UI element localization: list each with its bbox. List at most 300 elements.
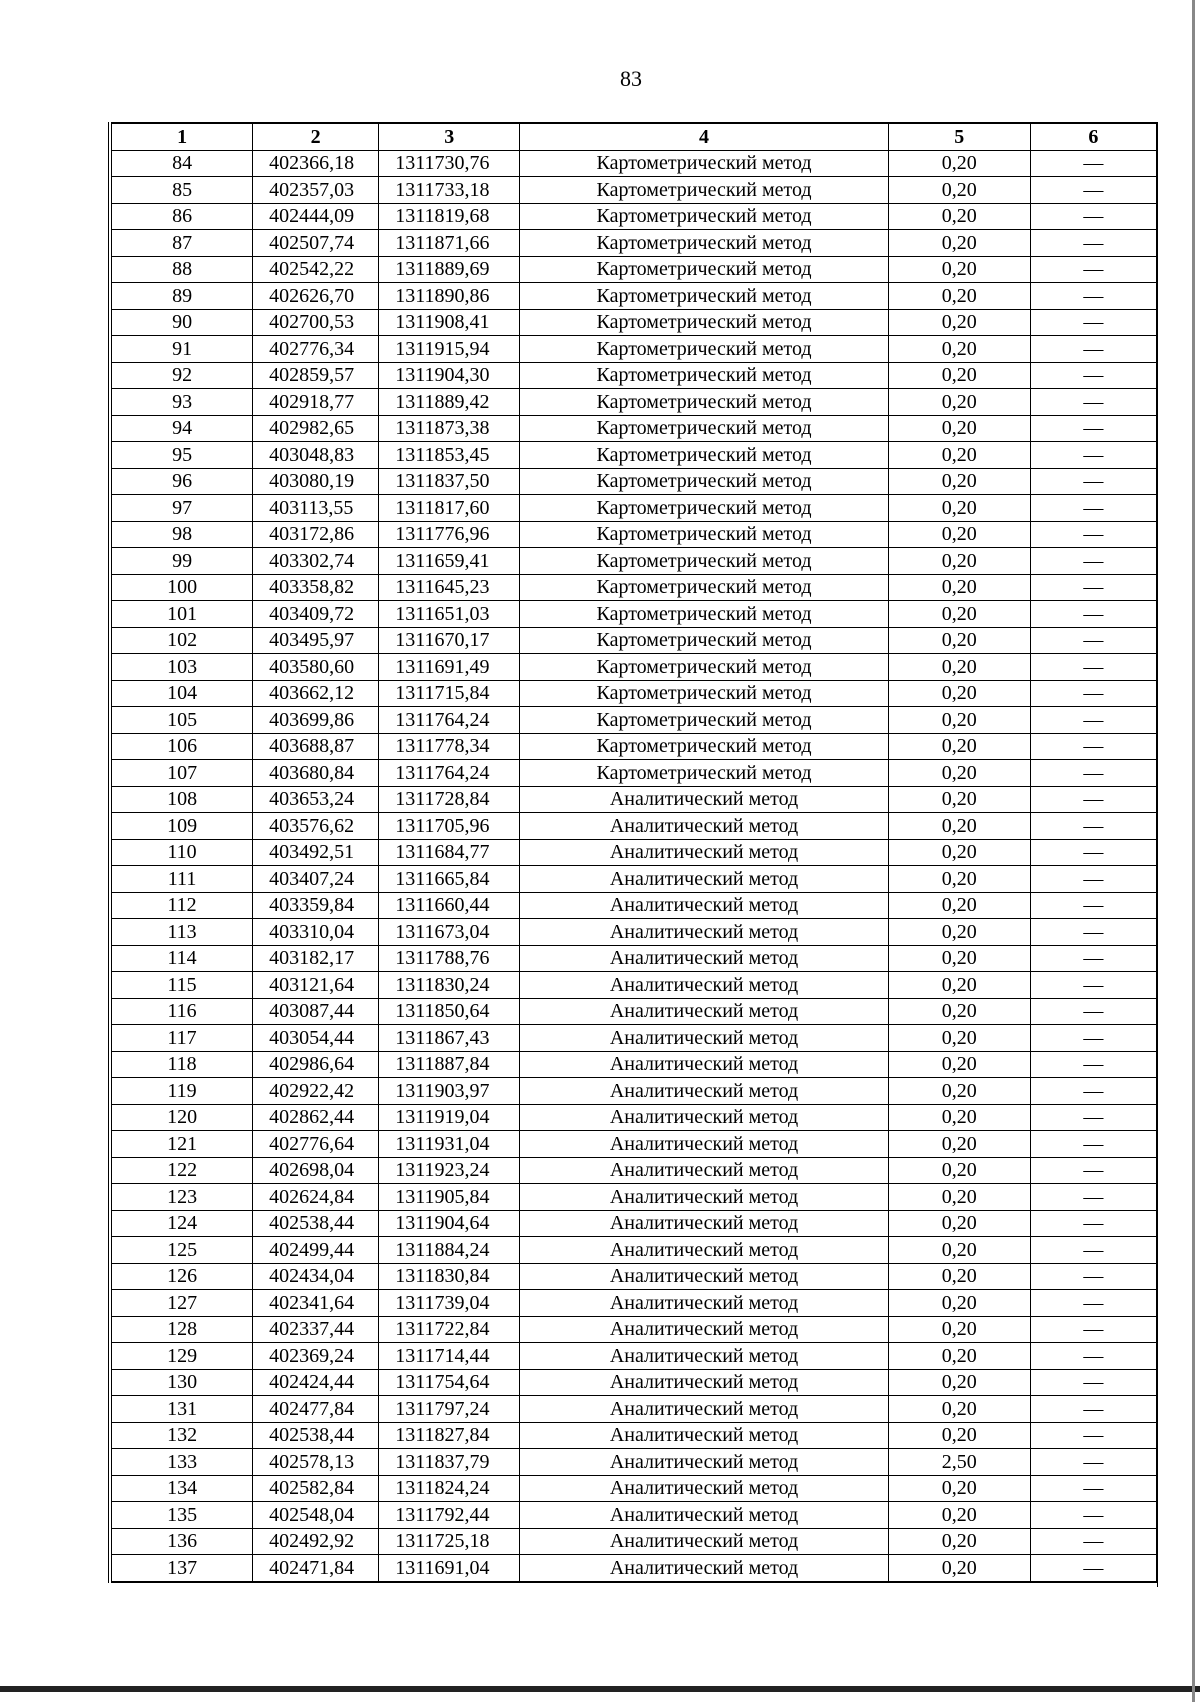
point-number-cell: 115 <box>112 972 253 999</box>
y-coordinate-cell: 1311904,64 <box>379 1210 520 1237</box>
method-cell: Картометрический метод <box>520 521 888 548</box>
accuracy-cell: 0,20 <box>888 1396 1030 1423</box>
method-cell: Аналитический метод <box>520 1343 888 1370</box>
point-number-cell: 103 <box>112 654 253 681</box>
point-number-cell: 96 <box>112 468 253 495</box>
x-coordinate-cell: 402776,64 <box>253 1131 379 1158</box>
point-number-cell: 99 <box>112 548 253 575</box>
table-row <box>112 707 1157 734</box>
x-coordinate-cell: 402507,74 <box>253 230 379 257</box>
coordinates-table-frame <box>108 122 1157 1583</box>
note-cell: — <box>1030 1051 1156 1078</box>
note-cell: — <box>1030 680 1156 707</box>
x-coordinate-cell: 403409,72 <box>253 601 379 628</box>
table-row <box>112 1025 1157 1052</box>
accuracy-cell: 0,20 <box>888 574 1030 601</box>
point-number-cell: 86 <box>112 203 253 230</box>
point-number-cell: 100 <box>112 574 253 601</box>
accuracy-cell: 0,20 <box>888 1475 1030 1502</box>
x-coordinate-cell: 403359,84 <box>253 892 379 919</box>
table-row <box>112 1078 1157 1105</box>
table-row <box>112 177 1157 204</box>
y-coordinate-cell: 1311733,18 <box>379 177 520 204</box>
x-coordinate-cell: 403699,86 <box>253 707 379 734</box>
method-cell: Картометрический метод <box>520 601 888 628</box>
note-cell: — <box>1030 150 1156 177</box>
note-cell: — <box>1030 707 1156 734</box>
method-cell: Аналитический метод <box>520 1237 888 1264</box>
table-row <box>112 1396 1157 1423</box>
method-cell: Аналитический метод <box>520 1528 888 1555</box>
point-number-cell: 117 <box>112 1025 253 1052</box>
y-coordinate-cell: 1311673,04 <box>379 919 520 946</box>
x-coordinate-cell: 403688,87 <box>253 733 379 760</box>
table-row <box>112 548 1157 575</box>
point-number-cell: 135 <box>112 1502 253 1529</box>
accuracy-cell: 0,20 <box>888 1078 1030 1105</box>
note-cell: — <box>1030 1290 1156 1317</box>
x-coordinate-cell: 403358,82 <box>253 574 379 601</box>
method-cell: Картометрический метод <box>520 733 888 760</box>
x-coordinate-cell: 402982,65 <box>253 415 379 442</box>
method-cell: Картометрический метод <box>520 468 888 495</box>
table-row <box>112 230 1157 257</box>
table-row <box>112 1184 1157 1211</box>
y-coordinate-cell: 1311837,50 <box>379 468 520 495</box>
y-coordinate-cell: 1311890,86 <box>379 283 520 310</box>
x-coordinate-cell: 402369,24 <box>253 1343 379 1370</box>
method-cell: Картометрический метод <box>520 389 888 416</box>
point-number-cell: 97 <box>112 495 253 522</box>
accuracy-cell: 0,20 <box>888 601 1030 628</box>
note-cell: — <box>1030 733 1156 760</box>
point-number-cell: 125 <box>112 1237 253 1264</box>
column-header: 5 <box>888 123 1030 150</box>
y-coordinate-cell: 1311867,43 <box>379 1025 520 1052</box>
point-number-cell: 88 <box>112 256 253 283</box>
point-number-cell: 131 <box>112 1396 253 1423</box>
point-number-cell: 102 <box>112 627 253 654</box>
accuracy-cell: 2,50 <box>888 1449 1030 1476</box>
x-coordinate-cell: 403580,60 <box>253 654 379 681</box>
accuracy-cell: 0,20 <box>888 150 1030 177</box>
note-cell: — <box>1030 919 1156 946</box>
point-number-cell: 87 <box>112 230 253 257</box>
x-coordinate-cell: 402471,84 <box>253 1555 379 1582</box>
accuracy-cell: 0,20 <box>888 1369 1030 1396</box>
method-cell: Аналитический метод <box>520 1184 888 1211</box>
x-coordinate-cell: 403492,51 <box>253 839 379 866</box>
table-row <box>112 919 1157 946</box>
y-coordinate-cell: 1311830,24 <box>379 972 520 999</box>
x-coordinate-cell: 403653,24 <box>253 786 379 813</box>
table-row <box>112 654 1157 681</box>
y-coordinate-cell: 1311887,84 <box>379 1051 520 1078</box>
x-coordinate-cell: 403310,04 <box>253 919 379 946</box>
x-coordinate-cell: 402538,44 <box>253 1210 379 1237</box>
y-coordinate-cell: 1311904,30 <box>379 362 520 389</box>
x-coordinate-cell: 403080,19 <box>253 468 379 495</box>
point-number-cell: 107 <box>112 760 253 787</box>
note-cell: — <box>1030 813 1156 840</box>
accuracy-cell: 0,20 <box>888 733 1030 760</box>
y-coordinate-cell: 1311665,84 <box>379 866 520 893</box>
table-row <box>112 839 1157 866</box>
accuracy-cell: 0,20 <box>888 866 1030 893</box>
method-cell: Картометрический метод <box>520 415 888 442</box>
table-row <box>112 389 1157 416</box>
method-cell: Аналитический метод <box>520 919 888 946</box>
point-number-cell: 84 <box>112 150 253 177</box>
point-number-cell: 126 <box>112 1263 253 1290</box>
x-coordinate-cell: 402918,77 <box>253 389 379 416</box>
note-cell: — <box>1030 760 1156 787</box>
x-coordinate-cell: 403680,84 <box>253 760 379 787</box>
y-coordinate-cell: 1311817,60 <box>379 495 520 522</box>
point-number-cell: 127 <box>112 1290 253 1317</box>
y-coordinate-cell: 1311645,23 <box>379 574 520 601</box>
table-body <box>112 150 1157 1582</box>
column-header: 4 <box>520 123 888 150</box>
table-row <box>112 1369 1157 1396</box>
note-cell: — <box>1030 972 1156 999</box>
note-cell: — <box>1030 574 1156 601</box>
note-cell: — <box>1030 866 1156 893</box>
table-row <box>112 521 1157 548</box>
table-row <box>112 1555 1157 1582</box>
point-number-cell: 98 <box>112 521 253 548</box>
y-coordinate-cell: 1311908,41 <box>379 309 520 336</box>
y-coordinate-cell: 1311905,84 <box>379 1184 520 1211</box>
note-cell: — <box>1030 1369 1156 1396</box>
point-number-cell: 114 <box>112 945 253 972</box>
x-coordinate-cell: 403054,44 <box>253 1025 379 1052</box>
method-cell: Аналитический метод <box>520 1475 888 1502</box>
note-cell: — <box>1030 1422 1156 1449</box>
point-number-cell: 89 <box>112 283 253 310</box>
table-row <box>112 1502 1157 1529</box>
note-cell: — <box>1030 1025 1156 1052</box>
accuracy-cell: 0,20 <box>888 309 1030 336</box>
x-coordinate-cell: 402700,53 <box>253 309 379 336</box>
table-row <box>112 150 1157 177</box>
accuracy-cell: 0,20 <box>888 998 1030 1025</box>
note-cell: — <box>1030 892 1156 919</box>
method-cell: Картометрический метод <box>520 760 888 787</box>
y-coordinate-cell: 1311651,03 <box>379 601 520 628</box>
x-coordinate-cell: 403121,64 <box>253 972 379 999</box>
method-cell: Аналитический метод <box>520 998 888 1025</box>
note-cell: — <box>1030 230 1156 257</box>
table-row <box>112 203 1157 230</box>
note-cell: — <box>1030 415 1156 442</box>
method-cell: Аналитический метод <box>520 1131 888 1158</box>
accuracy-cell: 0,20 <box>888 521 1030 548</box>
y-coordinate-cell: 1311931,04 <box>379 1131 520 1158</box>
point-number-cell: 91 <box>112 336 253 363</box>
x-coordinate-cell: 403048,83 <box>253 442 379 469</box>
note-cell: — <box>1030 256 1156 283</box>
accuracy-cell: 0,20 <box>888 256 1030 283</box>
point-number-cell: 95 <box>112 442 253 469</box>
note-cell: — <box>1030 177 1156 204</box>
y-coordinate-cell: 1311730,76 <box>379 150 520 177</box>
accuracy-cell: 0,20 <box>888 892 1030 919</box>
point-number-cell: 105 <box>112 707 253 734</box>
accuracy-cell: 0,20 <box>888 760 1030 787</box>
accuracy-cell: 0,20 <box>888 442 1030 469</box>
method-cell: Аналитический метод <box>520 1369 888 1396</box>
y-coordinate-cell: 1311684,77 <box>379 839 520 866</box>
method-cell: Картометрический метод <box>520 495 888 522</box>
point-number-cell: 108 <box>112 786 253 813</box>
point-number-cell: 137 <box>112 1555 253 1582</box>
accuracy-cell: 0,20 <box>888 203 1030 230</box>
x-coordinate-cell: 403576,62 <box>253 813 379 840</box>
note-cell: — <box>1030 336 1156 363</box>
method-cell: Аналитический метод <box>520 892 888 919</box>
table-row <box>112 866 1157 893</box>
point-number-cell: 128 <box>112 1316 253 1343</box>
method-cell: Аналитический метод <box>520 1051 888 1078</box>
table-row <box>112 1422 1157 1449</box>
accuracy-cell: 0,20 <box>888 177 1030 204</box>
y-coordinate-cell: 1311915,94 <box>379 336 520 363</box>
table-row <box>112 601 1157 628</box>
x-coordinate-cell: 402582,84 <box>253 1475 379 1502</box>
x-coordinate-cell: 402477,84 <box>253 1396 379 1423</box>
coordinates-table <box>111 122 1157 1583</box>
table-row <box>112 1051 1157 1078</box>
y-coordinate-cell: 1311830,84 <box>379 1263 520 1290</box>
y-coordinate-cell: 1311739,04 <box>379 1290 520 1317</box>
x-coordinate-cell: 403495,97 <box>253 627 379 654</box>
accuracy-cell: 0,20 <box>888 468 1030 495</box>
note-cell: — <box>1030 521 1156 548</box>
table-row <box>112 972 1157 999</box>
accuracy-cell: 0,20 <box>888 1343 1030 1370</box>
note-cell: — <box>1030 1157 1156 1184</box>
table-row <box>112 495 1157 522</box>
note-cell: — <box>1030 283 1156 310</box>
x-coordinate-cell: 402357,03 <box>253 177 379 204</box>
note-cell: — <box>1030 1078 1156 1105</box>
y-coordinate-cell: 1311764,24 <box>379 707 520 734</box>
note-cell: — <box>1030 495 1156 522</box>
accuracy-cell: 0,20 <box>888 707 1030 734</box>
point-number-cell: 90 <box>112 309 253 336</box>
method-cell: Аналитический метод <box>520 1316 888 1343</box>
note-cell: — <box>1030 309 1156 336</box>
note-cell: — <box>1030 362 1156 389</box>
column-header: 1 <box>112 123 253 150</box>
method-cell: Аналитический метод <box>520 866 888 893</box>
point-number-cell: 112 <box>112 892 253 919</box>
x-coordinate-cell: 402366,18 <box>253 150 379 177</box>
method-cell: Картометрический метод <box>520 707 888 734</box>
y-coordinate-cell: 1311660,44 <box>379 892 520 919</box>
y-coordinate-cell: 1311889,42 <box>379 389 520 416</box>
table-row <box>112 1343 1157 1370</box>
method-cell: Картометрический метод <box>520 680 888 707</box>
x-coordinate-cell: 403087,44 <box>253 998 379 1025</box>
method-cell: Аналитический метод <box>520 1104 888 1131</box>
method-cell: Аналитический метод <box>520 1157 888 1184</box>
x-coordinate-cell: 403302,74 <box>253 548 379 575</box>
table-row <box>112 1316 1157 1343</box>
x-coordinate-cell: 402986,64 <box>253 1051 379 1078</box>
table-row <box>112 1104 1157 1131</box>
table-row <box>112 680 1157 707</box>
page-number: 83 <box>620 66 642 91</box>
table-row <box>112 468 1157 495</box>
column-header: 3 <box>379 123 520 150</box>
table-row <box>112 362 1157 389</box>
y-coordinate-cell: 1311889,69 <box>379 256 520 283</box>
x-coordinate-cell: 402538,44 <box>253 1422 379 1449</box>
table-row <box>112 1131 1157 1158</box>
accuracy-cell: 0,20 <box>888 1210 1030 1237</box>
table-row <box>112 442 1157 469</box>
table-row <box>112 1528 1157 1555</box>
y-coordinate-cell: 1311754,64 <box>379 1369 520 1396</box>
y-coordinate-cell: 1311691,49 <box>379 654 520 681</box>
accuracy-cell: 0,20 <box>888 1184 1030 1211</box>
y-coordinate-cell: 1311797,24 <box>379 1396 520 1423</box>
y-coordinate-cell: 1311788,76 <box>379 945 520 972</box>
note-cell: — <box>1030 1475 1156 1502</box>
y-coordinate-cell: 1311691,04 <box>379 1555 520 1582</box>
point-number-cell: 101 <box>112 601 253 628</box>
method-cell: Аналитический метод <box>520 786 888 813</box>
y-coordinate-cell: 1311824,24 <box>379 1475 520 1502</box>
method-cell: Аналитический метод <box>520 1422 888 1449</box>
x-coordinate-cell: 402624,84 <box>253 1184 379 1211</box>
table-row <box>112 1263 1157 1290</box>
method-cell: Аналитический метод <box>520 1025 888 1052</box>
accuracy-cell: 0,20 <box>888 415 1030 442</box>
column-header: 2 <box>253 123 379 150</box>
accuracy-cell: 0,20 <box>888 972 1030 999</box>
x-coordinate-cell: 402444,09 <box>253 203 379 230</box>
table-row <box>112 415 1157 442</box>
accuracy-cell: 0,20 <box>888 362 1030 389</box>
y-coordinate-cell: 1311837,79 <box>379 1449 520 1476</box>
method-cell: Картометрический метод <box>520 574 888 601</box>
point-number-cell: 123 <box>112 1184 253 1211</box>
point-number-cell: 129 <box>112 1343 253 1370</box>
accuracy-cell: 0,20 <box>888 1263 1030 1290</box>
note-cell: — <box>1030 1263 1156 1290</box>
method-cell: Аналитический метод <box>520 1502 888 1529</box>
note-cell: — <box>1030 1449 1156 1476</box>
note-cell: — <box>1030 998 1156 1025</box>
point-number-cell: 132 <box>112 1422 253 1449</box>
x-coordinate-cell: 402548,04 <box>253 1502 379 1529</box>
accuracy-cell: 0,20 <box>888 1555 1030 1582</box>
note-cell: — <box>1030 1104 1156 1131</box>
note-cell: — <box>1030 1555 1156 1582</box>
y-coordinate-cell: 1311728,84 <box>379 786 520 813</box>
scan-edge-shadow <box>1192 0 1195 1702</box>
note-cell: — <box>1030 786 1156 813</box>
x-coordinate-cell: 402626,70 <box>253 283 379 310</box>
accuracy-cell: 0,20 <box>888 627 1030 654</box>
x-coordinate-cell: 402542,22 <box>253 256 379 283</box>
y-coordinate-cell: 1311819,68 <box>379 203 520 230</box>
y-coordinate-cell: 1311884,24 <box>379 1237 520 1264</box>
table-row <box>112 945 1157 972</box>
accuracy-cell: 0,20 <box>888 230 1030 257</box>
point-number-cell: 133 <box>112 1449 253 1476</box>
method-cell: Аналитический метод <box>520 813 888 840</box>
x-coordinate-cell: 402341,64 <box>253 1290 379 1317</box>
accuracy-cell: 0,20 <box>888 1422 1030 1449</box>
note-cell: — <box>1030 1396 1156 1423</box>
method-cell: Картометрический метод <box>520 256 888 283</box>
accuracy-cell: 0,20 <box>888 1025 1030 1052</box>
x-coordinate-cell: 402492,92 <box>253 1528 379 1555</box>
table-row <box>112 733 1157 760</box>
method-cell: Картометрический метод <box>520 362 888 389</box>
column-header: 6 <box>1030 123 1156 150</box>
method-cell: Картометрический метод <box>520 203 888 230</box>
table-row <box>112 813 1157 840</box>
accuracy-cell: 0,20 <box>888 336 1030 363</box>
accuracy-cell: 0,20 <box>888 1104 1030 1131</box>
point-number-cell: 124 <box>112 1210 253 1237</box>
x-coordinate-cell: 403182,17 <box>253 945 379 972</box>
point-number-cell: 104 <box>112 680 253 707</box>
table-row <box>112 283 1157 310</box>
accuracy-cell: 0,20 <box>888 1157 1030 1184</box>
y-coordinate-cell: 1311705,96 <box>379 813 520 840</box>
point-number-cell: 92 <box>112 362 253 389</box>
note-cell: — <box>1030 1131 1156 1158</box>
note-cell: — <box>1030 1184 1156 1211</box>
method-cell: Картометрический метод <box>520 177 888 204</box>
method-cell: Картометрический метод <box>520 442 888 469</box>
accuracy-cell: 0,20 <box>888 813 1030 840</box>
method-cell: Картометрический метод <box>520 627 888 654</box>
point-number-cell: 134 <box>112 1475 253 1502</box>
x-coordinate-cell: 402859,57 <box>253 362 379 389</box>
method-cell: Аналитический метод <box>520 839 888 866</box>
y-coordinate-cell: 1311659,41 <box>379 548 520 575</box>
y-coordinate-cell: 1311715,84 <box>379 680 520 707</box>
x-coordinate-cell: 402698,04 <box>253 1157 379 1184</box>
y-coordinate-cell: 1311903,97 <box>379 1078 520 1105</box>
table-header-row <box>112 123 1157 150</box>
point-number-cell: 122 <box>112 1157 253 1184</box>
accuracy-cell: 0,20 <box>888 1131 1030 1158</box>
method-cell: Аналитический метод <box>520 1078 888 1105</box>
point-number-cell: 130 <box>112 1369 253 1396</box>
x-coordinate-cell: 402434,04 <box>253 1263 379 1290</box>
y-coordinate-cell: 1311776,96 <box>379 521 520 548</box>
x-coordinate-cell: 402499,44 <box>253 1237 379 1264</box>
method-cell: Картометрический метод <box>520 283 888 310</box>
table-row <box>112 336 1157 363</box>
accuracy-cell: 0,20 <box>888 495 1030 522</box>
accuracy-cell: 0,20 <box>888 839 1030 866</box>
accuracy-cell: 0,20 <box>888 680 1030 707</box>
method-cell: Картометрический метод <box>520 230 888 257</box>
accuracy-cell: 0,20 <box>888 919 1030 946</box>
point-number-cell: 94 <box>112 415 253 442</box>
point-number-cell: 121 <box>112 1131 253 1158</box>
note-cell: — <box>1030 468 1156 495</box>
